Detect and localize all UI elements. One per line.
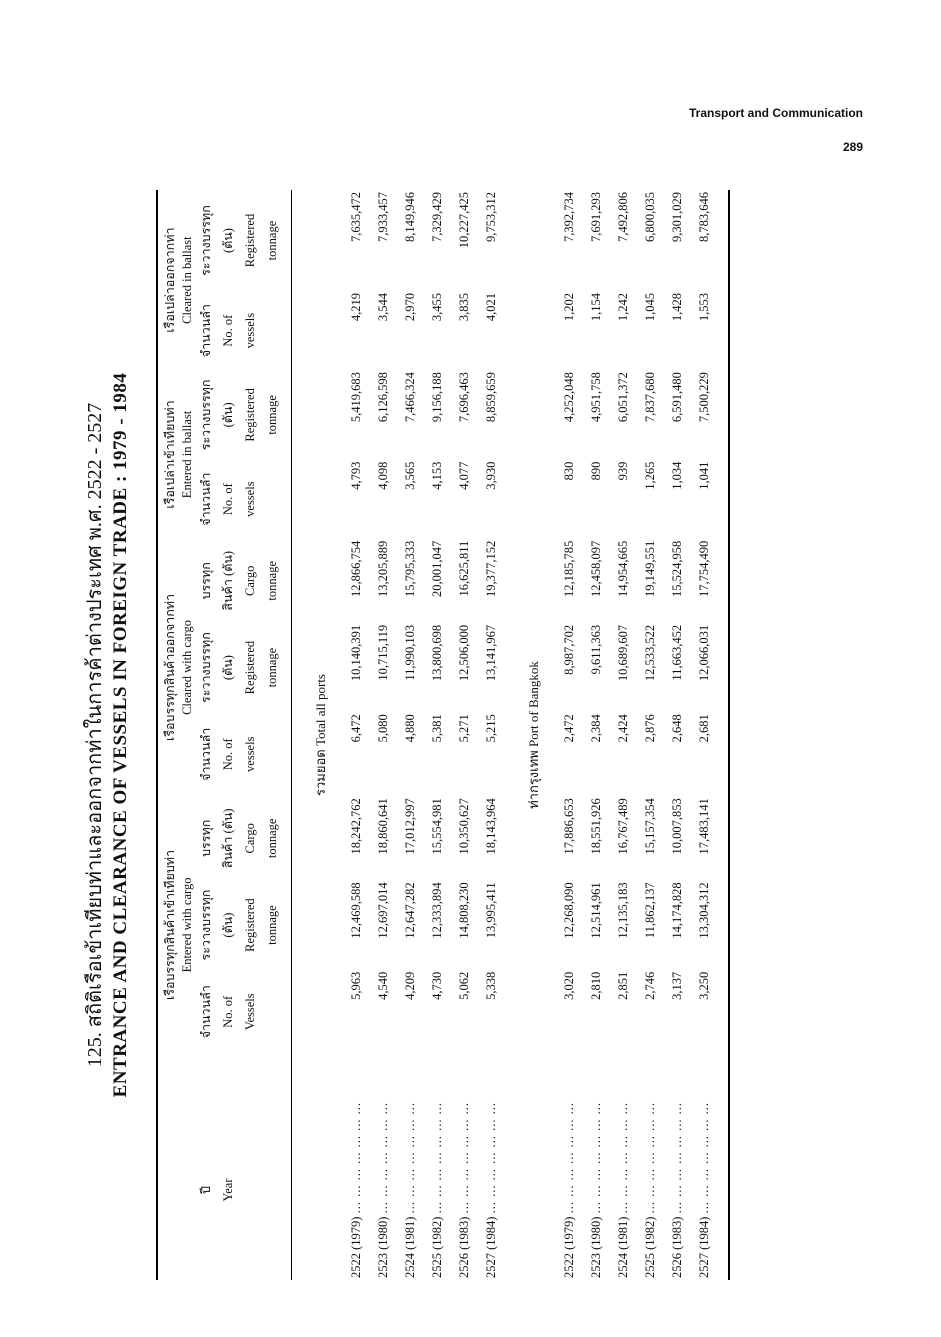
section-header-row [292,190,344,1280]
value-cell: 1,553 [697,293,711,322]
value-cell: 17,754,490 [697,540,711,597]
value-cell: 12,506,000 [457,624,471,682]
col-no-th: จำนวนลำ [199,985,213,1039]
value-cell: 16,625,811 [457,540,471,597]
spacer-cell [451,1054,478,1100]
col-reg-unit: (ตัน) [221,402,235,428]
value-cell: 15,554,981 [430,798,444,855]
value-cell: 13,205,889 [376,540,390,597]
table-row [691,190,718,1280]
value-cell: 2,876 [643,714,657,743]
col-reg-unit: (ตัน) [221,912,235,938]
year-cell [424,1100,451,1280]
value-cell: 6,472 [349,714,363,743]
spacer-cell [691,1054,718,1100]
col-reg-unit: (ตัน) [221,228,235,254]
value-cell: 4,880 [403,714,417,743]
col-no-th: จำนวนลำ [199,304,213,358]
column-header-row-4 [261,190,283,1280]
value-cell: 2,424 [616,714,630,743]
value-cell: 7,492,806 [616,192,630,242]
value-cell: 2,851 [616,971,630,1000]
table-row [424,190,451,1280]
leader-dots: ... ... ... ... ... ... ... [484,1102,498,1214]
leader-dots: ... ... ... ... ... ... ... [643,1102,657,1214]
spacer-cell [664,1054,691,1100]
col-no-en: No. of [221,483,235,516]
year-label: 2525 (1982) [430,1216,444,1278]
value-cell: 1,265 [643,461,657,490]
spacer-cell [397,1054,424,1100]
value-cell: 4,540 [376,971,390,1000]
group-cleared-ballast-en: Cleared in ballast [180,236,194,324]
col-cargo-unit: สินค้า (ตัน) [221,808,235,869]
col-reg-th: ระวางบรรทุก [199,632,213,703]
year-cell [370,1100,397,1280]
value-cell: 830 [562,461,576,481]
value-cell: 5,271 [457,714,471,743]
year-cell [451,1100,478,1280]
value-cell: 6,051,372 [616,372,630,423]
value-cell: 7,500,229 [697,372,711,423]
leader-dots: ... ... ... ... ... ... ... [430,1102,444,1214]
value-cell: 4,021 [484,293,498,322]
value-cell: 10,689,607 [616,624,630,682]
col-reg-th: ระวางบรรทุก [199,205,213,276]
leader-dots: ... ... ... ... ... ... ... [670,1102,684,1214]
col-tonnage: tonnage [265,905,279,945]
col-registered: Registered [243,640,257,695]
value-cell: 4,098 [376,461,390,490]
value-cell: 1,041 [697,461,711,490]
col-tonnage: tonnage [265,395,279,435]
year-cell [583,1100,610,1280]
value-cell: 19,149,551 [643,540,657,597]
bottom-rule-row [718,190,729,1280]
table-title-thai: 125. สถิติเรือเข้าเทียบท่าและออกจากท่าในการค้าต่างประเทศ พ.ศ. 2522 - 2527 [84,402,106,1068]
value-cell: 8,859,659 [484,372,498,423]
leader-dots: ... ... ... ... ... ... ... [697,1102,711,1214]
value-cell: 3,544 [376,293,390,322]
value-cell: 13,304,312 [697,882,711,939]
value-cell: 16,767,489 [616,798,630,855]
col-no-th: จำนวนลำ [199,472,213,526]
col-no-en: No. of [221,314,235,347]
value-cell: 12,514,961 [589,882,603,939]
value-cell: 14,954,665 [616,540,630,597]
year-label-thai: ปี [199,1186,213,1194]
year-cell [478,1100,505,1280]
value-cell: 7,837,680 [643,372,657,423]
value-cell: 12,135,183 [616,882,630,939]
col-vessels: Vessels [243,993,257,1031]
value-cell: 7,696,463 [457,372,471,423]
top-rule [156,190,158,1280]
year-label: 2524 (1981) [403,1216,417,1278]
value-cell: 4,209 [403,971,417,1000]
col-registered: Registered [243,213,257,268]
leader-dots: ... ... ... ... ... ... ... [589,1102,603,1214]
value-cell: 6,126,598 [376,372,390,423]
value-cell: 5,062 [457,971,471,1000]
value-cell: 11,862,137 [643,882,657,939]
value-cell: 1,202 [562,293,576,322]
col-no-en: No. of [221,995,235,1028]
value-cell: 12,185,785 [562,540,576,597]
value-cell: 5,215 [484,714,498,743]
year-label: 2524 (1981) [616,1216,630,1278]
value-cell: 4,252,048 [562,372,576,423]
year-label: 2527 (1984) [697,1216,711,1278]
group-entered-ballast-en: Entered in ballast [180,410,194,499]
year-header-cell [160,1100,195,1280]
value-cell: 15,795,333 [403,540,417,597]
value-cell: 2,970 [403,293,417,322]
value-cell: 9,301,029 [670,192,684,242]
spacer-cell [610,1054,637,1100]
value-cell: 7,329,429 [430,192,444,242]
table-body [292,190,730,1280]
value-cell: 3,020 [562,971,576,1000]
value-cell: 12,866,754 [349,540,363,597]
section-header-row [505,190,556,1280]
col-tonnage: tonnage [265,647,279,688]
section-label: ท่ากรุงเทพ Port of Bangkok [526,661,541,809]
page-number: 289 [842,140,863,154]
table-row [451,190,478,1280]
spacer-cell [556,1054,583,1100]
value-cell: 10,350,627 [457,798,471,855]
col-vessels: vessels [243,481,257,517]
group-cleared-ballast-th: เรือเปล่าออกจากท่า [163,227,177,333]
col-vessels: vessels [243,736,257,772]
group-cleared-cargo-th: เรือบรรทุกสินค้าออกจากท่า [163,593,177,741]
table-row [343,190,370,1280]
value-cell: 4,077 [457,461,471,490]
rotated-table-sheet [60,180,880,1290]
year-cell [637,1100,664,1280]
group-entered-cargo-en: Entered with cargo [180,877,194,973]
value-cell: 5,381 [430,714,444,743]
table-row [664,190,691,1280]
value-cell: 890 [589,461,603,481]
value-cell: 13,800,698 [430,624,444,682]
col-tonnage: tonnage [265,561,279,601]
value-cell: 1,428 [670,293,684,322]
value-cell: 12,647,282 [403,882,417,939]
table-row [397,190,424,1280]
spacer-cell [583,1054,610,1100]
value-cell: 1,154 [589,293,603,322]
col-cargo-en: Cargo [243,565,257,596]
table-row [637,190,664,1280]
year-label: 2526 (1983) [457,1216,471,1278]
year-label: 2522 (1979) [349,1216,363,1278]
value-cell: 12,469,588 [349,882,363,939]
col-vessels: vessels [243,312,257,349]
column-header-row-1 [195,190,217,1280]
value-cell: 4,219 [349,293,363,322]
value-cell: 7,392,734 [562,192,576,242]
value-cell: 17,886,653 [562,798,576,855]
group-cleared-cargo-en: Cleared with cargo [180,620,194,715]
value-cell: 10,140,391 [349,624,363,682]
value-cell: 3,250 [697,971,711,1000]
table-row [556,190,583,1280]
year-cell [343,1100,370,1280]
year-label: 2525 (1982) [643,1216,657,1278]
value-cell: 14,808,230 [457,882,471,939]
col-no-en: No. of [221,738,235,771]
year-label: 2523 (1980) [376,1216,390,1278]
bottom-rule [718,190,729,1280]
value-cell: 10,715,119 [376,624,390,681]
col-cargo-en: Cargo [243,823,257,854]
spacer-cell [370,1054,397,1100]
value-cell: 9,611,363 [589,624,603,675]
value-cell: 17,483,141 [697,798,711,855]
value-cell: 12,066,031 [697,624,711,682]
value-cell: 2,746 [643,971,657,1000]
spacer-cell [637,1054,664,1100]
value-cell: 2,384 [589,714,603,743]
value-cell: 12,458,097 [589,540,603,597]
column-header-row-3 [239,190,261,1280]
col-registered: Registered [243,898,257,952]
value-cell: 8,987,702 [562,624,576,675]
value-cell: 3,835 [457,293,471,322]
year-cell [556,1100,583,1280]
value-cell: 6,800,035 [643,192,657,242]
vessels-table [160,190,730,1280]
col-cargo-th: บรรทุก [199,562,213,600]
leader-dots: ... ... ... ... ... ... ... [562,1102,576,1214]
year-label: 2526 (1983) [670,1216,684,1278]
value-cell: 3,565 [403,461,417,490]
value-cell: 4,951,758 [589,372,603,423]
col-cargo-unit: สินค้า (ตัน) [221,550,235,611]
section-label: รวมยอด Total all ports [313,674,328,796]
value-cell: 6,591,480 [670,372,684,423]
spacer-cell [424,1054,451,1100]
value-cell: 15,524,958 [670,540,684,597]
value-cell: 2,648 [670,714,684,743]
value-cell: 4,730 [430,971,444,1000]
col-no-th: จำนวนลำ [199,727,213,781]
value-cell: 3,455 [430,293,444,322]
value-cell: 3,930 [484,461,498,490]
year-cell [664,1100,691,1280]
year-label-english: Year [221,1178,235,1202]
value-cell: 14,174,828 [670,882,684,939]
value-cell: 10,007,853 [670,798,684,855]
value-cell: 13,141,967 [484,624,498,682]
value-cell: 7,466,324 [403,372,417,423]
leader-dots: ... ... ... ... ... ... ... [616,1102,630,1214]
col-reg-unit: (ตัน) [221,655,235,681]
leader-dots: ... ... ... ... ... ... ... [376,1102,390,1214]
value-cell: 17,012,997 [403,798,417,855]
value-cell: 13,995,411 [484,882,498,939]
value-cell: 2,472 [562,714,576,743]
spacer-cell [343,1054,370,1100]
value-cell: 8,149,946 [403,192,417,242]
col-registered: Registered [243,388,257,442]
col-cargo-th: บรรทุก [199,819,213,857]
value-cell: 18,143,964 [484,798,498,855]
year-label: 2527 (1984) [484,1216,498,1278]
value-cell: 20,001,047 [430,540,444,597]
value-cell: 5,963 [349,971,363,1000]
spacer-cell [478,1054,505,1100]
value-cell: 7,635,472 [349,192,363,242]
value-cell: 3,137 [670,971,684,1000]
value-cell: 5,338 [484,971,498,1000]
value-cell: 15,157,354 [643,798,657,855]
value-cell: 9,156,188 [430,372,444,423]
year-cell [691,1100,718,1280]
year-label: 2523 (1980) [589,1216,603,1278]
value-cell: 5,419,683 [349,372,363,423]
value-cell: 2,681 [697,714,711,743]
value-cell: 9,753,312 [484,192,498,242]
value-cell: 12,268,090 [562,882,576,939]
group-entered-ballast-th: เรือเปล่าเข้าเทียบท่า [163,400,177,509]
table-row [583,190,610,1280]
year-label: 2522 (1979) [562,1216,576,1278]
col-tonnage: tonnage [265,220,279,261]
group-entered-cargo-th: เรือบรรทุกสินค้าเข้าเทียบท่า [163,849,177,1001]
value-cell: 939 [616,461,630,481]
group-header-thai-row [160,190,180,1280]
col-reg-th: ระวางบรรทุก [199,889,213,961]
col-reg-th: ระวางบรรทุก [199,379,213,451]
value-cell: 12,697,014 [376,882,390,939]
value-cell: 12,333,894 [430,882,444,939]
value-cell: 11,663,452 [670,624,684,681]
value-cell: 10,227,425 [457,192,471,249]
value-cell: 4,153 [430,461,444,490]
value-cell: 11,990,103 [403,624,417,681]
leader-dots: ... ... ... ... ... ... ... [349,1102,363,1214]
table-row [370,190,397,1280]
year-cell [610,1100,637,1280]
table-row [478,190,505,1280]
value-cell: 1,045 [643,293,657,322]
running-header: Transport and Communication [688,106,863,120]
value-cell: 5,080 [376,714,390,743]
leader-dots: ... ... ... ... ... ... ... [457,1102,471,1214]
value-cell: 7,691,293 [589,192,603,242]
leader-dots: ... ... ... ... ... ... ... [403,1102,417,1214]
value-cell: 19,377,152 [484,540,498,597]
value-cell: 2,810 [589,971,603,1000]
value-cell: 18,242,762 [349,798,363,855]
table-title-english: ENTRANCE AND CLEARANCE OF VESSELS IN FOREIGN TRADE : 1979 - 1984 [110,372,131,1098]
value-cell: 7,933,457 [376,192,390,242]
value-cell: 4,793 [349,461,363,490]
value-cell: 18,551,926 [589,798,603,855]
value-cell: 1,034 [670,461,684,490]
value-cell: 1,242 [616,293,630,322]
year-cell [397,1100,424,1280]
value-cell: 18,860,641 [376,798,390,855]
column-header-row-2 [217,190,239,1280]
value-cell: 12,533,522 [643,624,657,682]
table-row [610,190,637,1280]
col-tonnage: tonnage [265,818,279,859]
value-cell: 8,783,646 [697,192,711,242]
